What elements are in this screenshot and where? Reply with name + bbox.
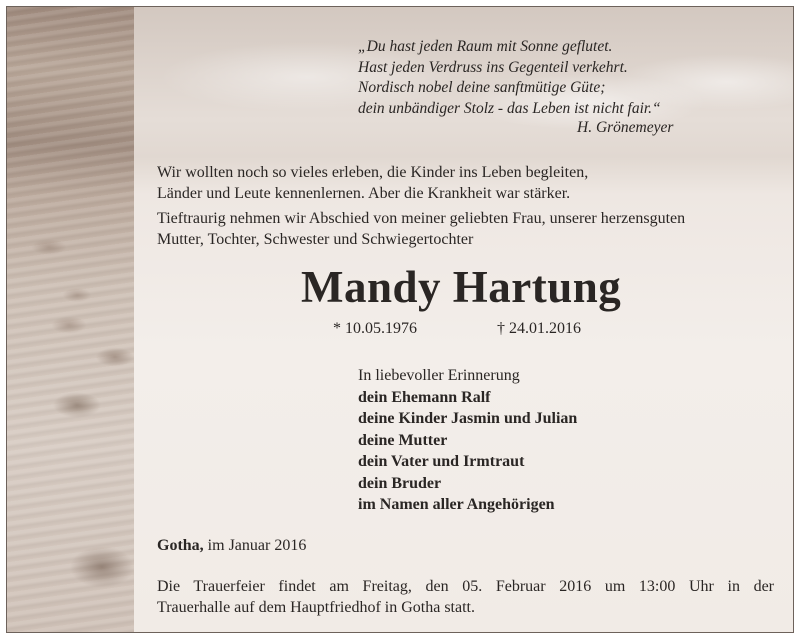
mourners-list: [358, 365, 577, 516]
birth-date: * 10.05.1976: [333, 320, 417, 337]
quote-line: „Du hast jeden Raum mit Sonne geflutet.: [358, 38, 613, 55]
text-line: Die Trauerfeier findet am Freitag, den 05. Februar 2016 um 13:00 Uhr in der: [157, 578, 774, 595]
mourner-line: im Namen aller Angehörigen: [358, 496, 555, 513]
quote-author: H. Grönemeyer: [577, 119, 674, 136]
text-line: Wir wollten noch so vieles erleben, die Kinder ins Leben begleiten,: [157, 164, 589, 181]
quote: [358, 37, 661, 119]
text-line: Trauerhalle auf dem Hauptfriedhof in Gotha statt.: [157, 599, 475, 616]
place: Gotha,: [157, 537, 204, 554]
quote-line: Hast jeden Verdruss ins Gegenteil verkehrt.: [358, 58, 628, 76]
text-line: Länder und Leute kennenlernen. Aber die Krankheit war stärker.: [157, 185, 571, 202]
mourner-line: deine Kinder Jasmin und Julian: [358, 410, 578, 427]
place-date: [157, 537, 306, 555]
intro-paragraph: [157, 162, 588, 204]
date: im Januar 2016: [203, 537, 307, 554]
text-line: Tieftraurig nehmen wir Abschied von meiner geliebten Frau, unserer herzensguten: [157, 210, 686, 227]
death-date: † 24.01.2016: [497, 320, 581, 337]
farewell-paragraph: [157, 208, 685, 250]
sand-footprints-image: [7, 7, 134, 632]
mourners-intro: In liebevoller Erinnerung: [358, 367, 520, 384]
quote-line: Nordisch nobel deine sanftmütige Güte;: [358, 79, 606, 96]
mourner-line: dein Bruder: [358, 474, 442, 492]
text-line: Mutter, Tochter, Schwester und Schwiegertochter: [157, 231, 474, 248]
mourner-line: dein Ehemann Ralf: [358, 388, 491, 406]
deceased-name: Mandy Hartung: [301, 262, 622, 312]
quote-line: dein unbändiger Stolz - das Leben ist nicht fair.“: [358, 99, 661, 117]
mourner-line: dein Vater und Irmtraut: [358, 453, 525, 470]
mourner-line: deine Mutter: [358, 431, 448, 449]
funeral-info: [157, 576, 774, 618]
obituary-notice: [6, 6, 794, 633]
